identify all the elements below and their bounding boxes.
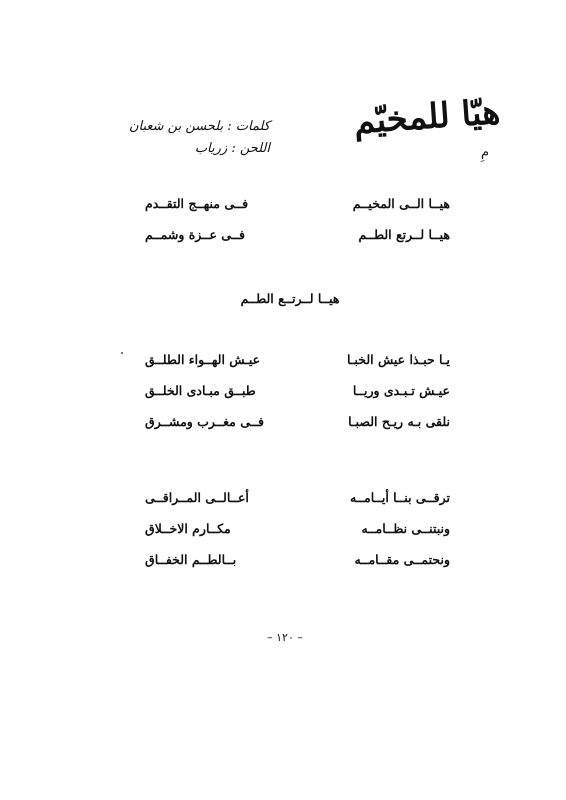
page-number: – ١٢٠ – — [267, 631, 303, 644]
verse-left-hemistich: فــى عــزة وشمــم — [145, 227, 246, 242]
credit-words: كلمات : بلحسن بن شعبان — [128, 119, 270, 134]
verse-right-hemistich: يـا حبـذا عيش الخبـا — [347, 352, 450, 367]
verse-left-hemistich: أعــالــى المــراقــى — [145, 490, 249, 505]
title-mark: مِ — [481, 145, 490, 160]
verse-right-hemistich: نلقى بـه ريـح الصبـا — [348, 414, 450, 429]
verse-left-hemistich: مكــارم الاخــلاق — [145, 521, 231, 536]
poem-credits — [130, 116, 270, 160]
verse-left-hemistich: عيـش الهــواء الطلــق — [145, 352, 261, 367]
credit-music: اللحن : زرياب — [194, 141, 270, 156]
verse-left-hemistich: طبــق مبـادى الخلــق — [145, 383, 256, 398]
verse-row — [145, 196, 450, 227]
verse-row — [145, 552, 450, 583]
scan-speck — [121, 352, 123, 354]
verse-row — [145, 352, 450, 383]
verse-left-hemistich: فــى منهــج التقــدم — [145, 196, 249, 211]
verse-row — [145, 227, 450, 258]
stanza-2 — [145, 352, 450, 445]
poem-title: هيّا للمخيّم — [352, 92, 502, 143]
verse-right-hemistich: ونحتمــى مقــامــه — [354, 552, 450, 567]
refrain-line: هيــا لــرتــع الطــم — [240, 291, 340, 306]
verse-left-hemistich: بــالطــم الخفــاق — [145, 552, 237, 567]
verse-left-hemistich: فــى مغــرب ومشــرق — [145, 414, 264, 429]
verse-right-hemistich: ونبتنــى نظــامــه — [361, 521, 450, 536]
verse-right-hemistich: عيـش تـبـدى وريــا — [352, 383, 450, 398]
verse-row — [145, 383, 450, 414]
verse-row — [145, 414, 450, 445]
verse-right-hemistich: ترقــى بنــا أيــامــه — [350, 490, 450, 505]
stanza-3 — [145, 490, 450, 583]
verse-right-hemistich: هيــا لــرتع الطــم — [358, 227, 450, 242]
verse-row — [145, 490, 450, 521]
verse-right-hemistich: هيــا الــى المخيــم — [352, 196, 450, 211]
verse-row — [145, 521, 450, 552]
stanza-1 — [145, 196, 450, 258]
